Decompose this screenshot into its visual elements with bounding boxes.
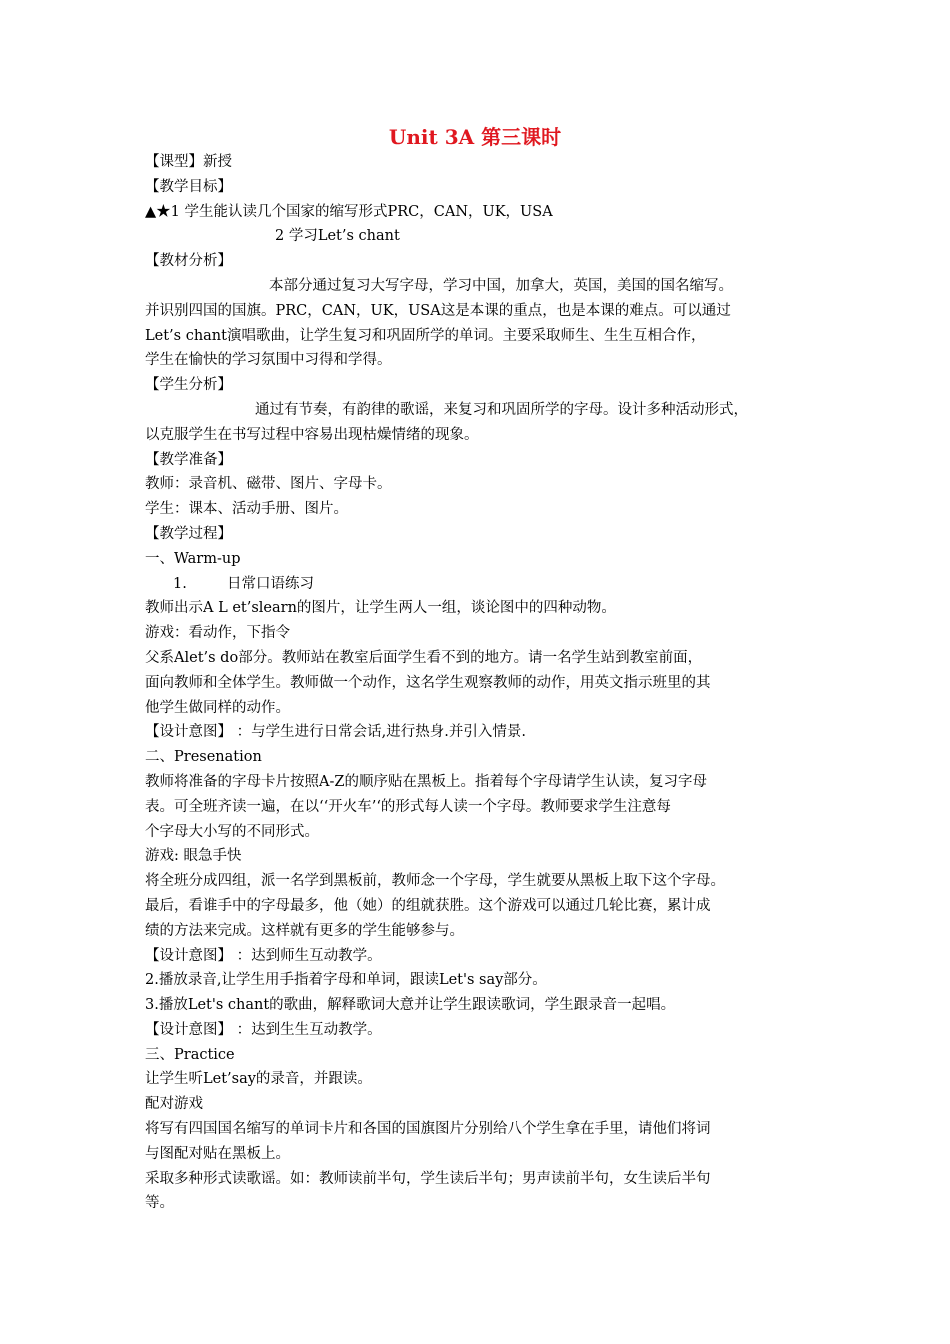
document-title: Unit 3A 第三课时	[388, 125, 562, 149]
text-line: 通过有节奏，有韵律的歌谣，来复习和巩固所学的字母。设计多种活动形式，	[255, 401, 748, 418]
text-line: 绩的方法来完成。这样就有更多的学生能够参与。	[145, 922, 464, 939]
numbered-item	[145, 572, 815, 597]
text-line: 教师：录音机、磁带、图片、字母卡。	[145, 476, 392, 493]
text-line: 一、Warm-up	[145, 550, 241, 567]
item-text: 日常口语练习	[227, 575, 314, 592]
text-line: Let’s chant演唱歌曲，让学生复习和巩固所学的单词。主要采取师生、生生互相合作，	[145, 327, 706, 344]
section-heading: 【教学准备】	[145, 451, 232, 468]
text-line: 教师出示A L et’slearn的图片，让学生两人一组，谈论图中的四种动物。	[145, 600, 616, 617]
text-line: 2 学习Let’s chant	[275, 228, 400, 245]
section-heading: 【教学过程】	[145, 525, 232, 542]
text-line: 【设计意图】 ：与学生进行日常会话,进行热身.并引入情景.	[145, 724, 526, 741]
text-line: 他学生做同样的动作。	[145, 699, 290, 716]
text-line: 配对游戏	[145, 1096, 203, 1113]
text-line: 采取多种形式读歌谣。如：教师读前半句，学生读后半句；男声读前半句，女生读后半句	[145, 1170, 711, 1187]
text-line: 本部分通过复习大写字母，学习中国，加拿大，英国，美国的国名缩写。	[269, 277, 733, 294]
text-line: 学生：课本、活动手册、图片。	[145, 501, 348, 518]
text-line: 并识别四国的国旗。PRC，CAN，UK，USA这是本课的重点，也是本课的难点。可以通过	[145, 302, 731, 319]
text-line: 学生在愉快的学习氛围中习得和学得。	[145, 352, 392, 369]
text-line: 个字母大小写的不同形式。	[145, 823, 319, 840]
text-line: 最后，看谁手中的字母最多，他（她）的组就获胜。这个游戏可以通过几轮比赛，累计成	[145, 897, 711, 914]
text-line: 【设计意图】 ：达到生生互动教学。	[145, 1021, 382, 1038]
text-line: 面向教师和全体学生。教师做一个动作，这名学生观察教师的动作，用英文指示班里的其	[145, 674, 711, 691]
text-line: 二、Presenation	[145, 749, 262, 766]
text-line: 游戏: 眼急手快	[145, 848, 242, 865]
text-line: 三、Practice	[145, 1046, 235, 1063]
text-line: 以克服学生在书写过程中容易出现枯燥情绪的现象。	[145, 426, 479, 443]
text-line: 将写有四国国名缩写的单词卡片和各国的国旗图片分别给八个学生拿在手里，请他们将词	[145, 1121, 711, 1138]
document-body	[145, 150, 815, 1216]
text-line: 与图配对贴在黑板上。	[145, 1145, 290, 1162]
section-heading: 【学生分析】	[145, 377, 232, 394]
text-line: 3.播放Let's chant的歌曲，解释歌词大意并让学生跟读歌词，学生跟录音一起唱。	[145, 997, 676, 1014]
text-line: 游戏：看动作，下指令	[145, 625, 290, 642]
text-line: 父系Alet’s do部分。教师站在教室后面学生看不到的地方。请一名学生站到教室前面，	[145, 649, 703, 666]
text-line: 让学生听Let’say的录音，并跟读。	[145, 1071, 372, 1088]
text-line: 表。可全班齐读一遍，在以‘‘开火车’‘的形式每人读一个字母。教师要求学生注意每	[145, 798, 671, 815]
text-line: 2.播放录音,让学生用手指着字母和单词，跟读Let's say部分。	[145, 972, 547, 989]
section-heading: 【教学目标】	[145, 178, 232, 195]
text-line: ▲★1 学生能认读几个国家的缩写形式PRC，CAN，UK，USA	[145, 203, 553, 220]
section-heading: 【教材分析】	[145, 253, 232, 270]
text-line: 将全班分成四组，派一名学到黑板前，教师念一个字母，学生就要从黑板上取下这个字母。	[145, 873, 725, 890]
text-line: 教师将准备的字母卡片按照A-Z的顺序贴在黑板上。指着每个字母请学生认读，复习字母	[145, 773, 707, 790]
text-line: 【设计意图】 ：达到师生互动教学。	[145, 947, 382, 964]
item-number: 1.	[173, 575, 187, 592]
text-line: 等。	[145, 1195, 174, 1212]
text-line: 【课型】新授	[145, 154, 232, 170]
